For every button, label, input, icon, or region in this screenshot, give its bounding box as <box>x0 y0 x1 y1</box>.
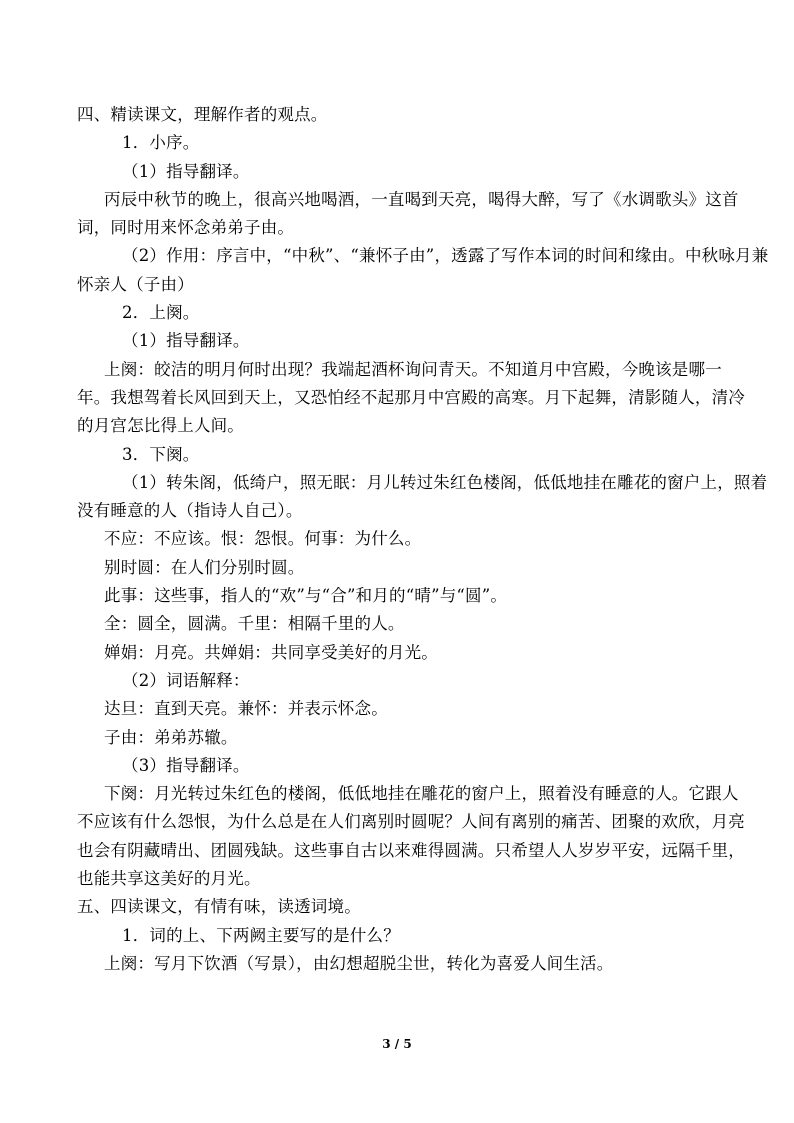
text-line: 也能共享这美好的月光。 <box>77 869 261 889</box>
text-line: 也会有阴藏晴出、团圆残缺。这些事自古以来难得圆满。只希望人人岁岁平安，远隔千里， <box>77 840 745 860</box>
text-line: （2）词语解释： <box>122 670 250 690</box>
text-line: 不应：不应该。恨：怨恨。何事：为什么。 <box>104 529 422 549</box>
text-line: 不应该有什么怨恨，为什么总是在人们离别时圆呢？人间有离别的痛苦、团聚的欢欣，月亮 <box>77 812 745 832</box>
text-line: （1）指导翻译。 <box>122 161 250 181</box>
text-line: 词，同时用来怀念弟弟子由。 <box>77 218 295 238</box>
text-line: （1）指导翻译。 <box>122 331 250 351</box>
page-number: 3 / 5 <box>382 1037 412 1051</box>
text-line: 丙辰中秋节的晚上，很高兴地喝酒，一直喝到天亮，喝得大醉，写了《水调歌头》这首 <box>104 189 739 209</box>
text-line: 1．小序。 <box>122 133 200 153</box>
body-text <box>77 101 769 978</box>
text-line: 四、精读课文，理解作者的观点。 <box>77 105 328 124</box>
text-line: 2．上阕。 <box>122 303 200 323</box>
text-line: 婵娟：月亮。共婵娟：共同享受美好的月光。 <box>104 642 438 662</box>
text-line: （2）作用：序言中，“中秋”、“兼怀子由”，透露了写作本词的时间和缘由。中秋咏月兼 <box>122 246 769 266</box>
text-line: 年。我想驾着长风回到天上，又恐怕经不起那月中宫殿的高寒。月下起舞，清影随人，清冷 <box>77 387 745 407</box>
text-line: 下阕：月光转过朱红色的楼阁，低低地挂在雕花的窗户上，照着没有睡意的人。它跟人 <box>104 784 739 804</box>
text-line: 此事：这些事，指人的“欢”与“合”和月的“晴”与“圆”。 <box>104 586 508 606</box>
text-line: 达旦：直到天亮。兼怀：并表示怀念。 <box>104 699 388 719</box>
text-line: 的月宫怎比得上人间。 <box>77 416 244 436</box>
text-line: 全：圆全，圆满。千里：相隔千里的人。 <box>104 614 405 634</box>
text-line: 3．下阕。 <box>122 444 200 464</box>
text-line: 别时圆：在人们分别时圆。 <box>104 557 305 577</box>
text-line: 怀亲人（子由） <box>77 274 194 294</box>
text-line: 上阕：皎洁的明月何时出现？我端起酒杯询问青天。不知道月中宫殿，今晚该是哪一 <box>104 359 722 379</box>
text-line: （3）指导翻译。 <box>122 755 250 775</box>
text-line: 子由：弟弟苏辙。 <box>104 727 238 747</box>
text-line: 上阕：写月下饮酒（写景），由幻想超脱尘世，转化为喜爱人间生活。 <box>104 953 614 973</box>
text-line: 五、四读课文，有情有味，读透词境。 <box>77 897 361 917</box>
text-line: 1．词的上、下两阙主要写的是什么？ <box>122 925 400 945</box>
text-line: 没有睡意的人（指诗人自己）。 <box>77 501 303 521</box>
text-line: （1）转朱阁，低绮户，照无眠：月儿转过朱红色楼阁，低低地挂在雕花的窗户上，照着 <box>122 472 768 492</box>
